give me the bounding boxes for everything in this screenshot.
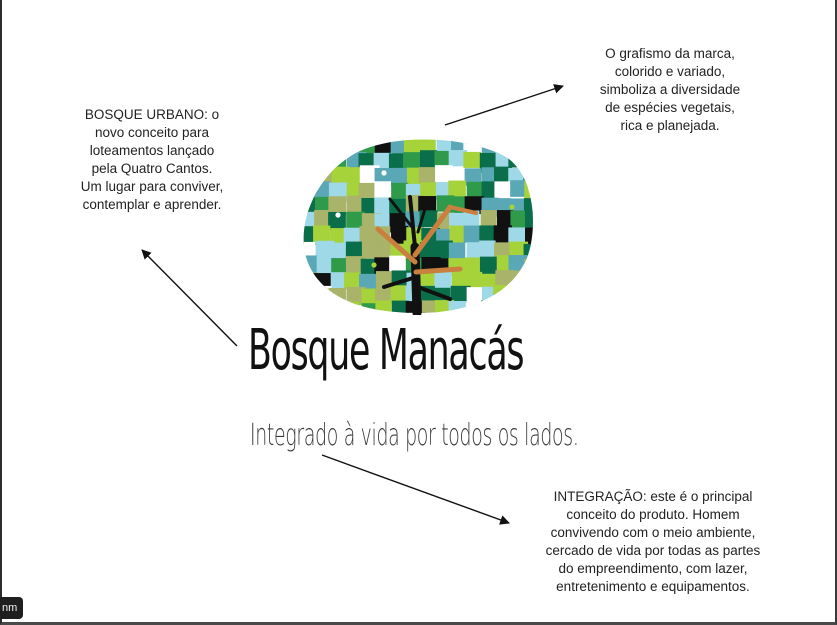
note-line: cercado de vida por todas as partes (545, 543, 761, 558)
brand-title: Bosque Manacás (248, 318, 524, 383)
note-grafismo (570, 45, 770, 135)
note-integracao (508, 488, 798, 596)
arrow-icon (322, 455, 509, 523)
note-line: pela Quatro Cantos. (91, 161, 213, 176)
arrow-icon (142, 250, 237, 346)
note-line: contemplar e aprender. (82, 197, 222, 212)
note-line: BOSQUE URBANO: o (84, 107, 220, 122)
note-line: O grafismo da marca, (605, 46, 735, 61)
note-line: loteamentos lançado (89, 143, 215, 158)
note-line: rica e planejada. (620, 118, 720, 133)
note-line: do empreendimento, com lazer, (558, 561, 748, 576)
note-line: simboliza a diversidade (599, 82, 741, 97)
tree-mosaic-icon (300, 137, 536, 315)
note-bosque-urbano (58, 106, 246, 214)
note-line: colorido e variado, (614, 64, 726, 79)
brand-tagline: Integrado à vida por todos os lados. (250, 418, 579, 453)
note-line: INTEGRAÇÃO: este é o principal (553, 489, 753, 504)
note-line: de espécies vegetais, (605, 100, 735, 115)
note-line: entretenimento e equipamentos. (556, 579, 750, 594)
note-line: Um lugar para conviver, (80, 179, 224, 194)
note-line: novo conceito para (94, 125, 210, 140)
corner-tag[interactable]: nm (0, 597, 23, 619)
note-line: convivendo com o meio ambiente, (550, 525, 756, 540)
arrow-icon (445, 86, 563, 125)
note-line: conceito do produto. Homem (566, 507, 740, 522)
